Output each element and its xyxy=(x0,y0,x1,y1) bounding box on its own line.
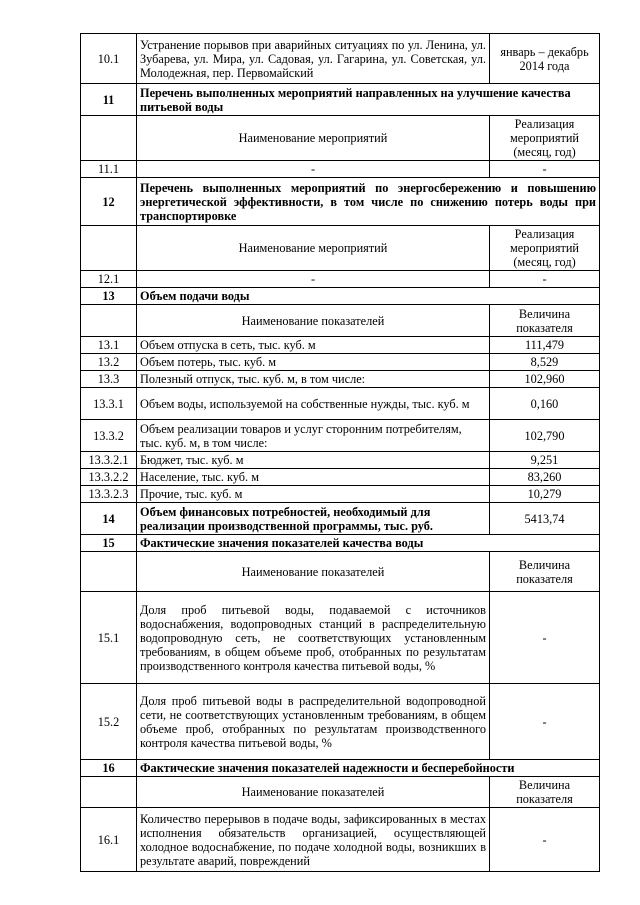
row-number: 12.1 xyxy=(81,271,137,288)
row-number: 13.3.2.2 xyxy=(81,469,137,486)
row-text: - xyxy=(137,271,490,288)
row-value: 0,160 xyxy=(490,388,600,420)
row-value: 111,479 xyxy=(490,337,600,354)
section-row xyxy=(81,760,600,777)
row-number: 13.2 xyxy=(81,354,137,371)
row-number: 13.1 xyxy=(81,337,137,354)
header-name: Наименование показателей xyxy=(137,305,490,337)
header-value: Величина показателя xyxy=(490,552,600,592)
section-title: Перечень выполненных мероприятий направленных на улучшение качества питьевой воды xyxy=(137,84,600,116)
section-title: Перечень выполненных мероприятий по энергосбережению и повышению энергетической эффективности, в том числе по снижению потерь воды при транспортировке xyxy=(137,178,600,226)
row-number: 13.3.1 xyxy=(81,388,137,420)
row-value: - xyxy=(490,684,600,760)
section-row xyxy=(81,503,600,535)
table-row xyxy=(81,420,600,452)
row-number: 16.1 xyxy=(81,808,137,872)
header-row xyxy=(81,226,600,271)
row-value: январь – декабрь 2014 года xyxy=(490,34,600,84)
section-row xyxy=(81,535,600,552)
section-row xyxy=(81,288,600,305)
table-row xyxy=(81,34,600,84)
section-title: Объем финансовых потребностей, необходимый для реализации производственной программы, тыс. руб. xyxy=(137,503,490,535)
row-text: Доля проб питьевой воды, подаваемой с источников водоснабжения, водопроводных станций в распределительную водопроводную сеть, не соответствующих установленным требованиям, в общем объеме проб, отобранных по результатам производственного контроля качества питьевой воды, % xyxy=(137,592,490,684)
row-value: - xyxy=(490,808,600,872)
header-value: Реализация мероприятий (месяц, год) xyxy=(490,116,600,161)
row-text: Устранение порывов при аварийных ситуациях по ул. Ленина, ул. Зубарева, ул. Мира, ул. Садовая, ул. Гагарина, ул. Советская, ул. Молодежная, пер. Первомайский xyxy=(137,34,490,84)
row-number: 13.3 xyxy=(81,371,137,388)
row-text: Прочие, тыс. куб. м xyxy=(137,486,490,503)
table-row xyxy=(81,469,600,486)
row-text: Объем потерь, тыс. куб. м xyxy=(137,354,490,371)
table-row xyxy=(81,271,600,288)
row-text: Полезный отпуск, тыс. куб. м, в том числе: xyxy=(137,371,490,388)
table-row xyxy=(81,388,600,420)
row-text: Население, тыс. куб. м xyxy=(137,469,490,486)
section-title: Объем подачи воды xyxy=(137,288,600,305)
header-value: Реализация мероприятий (месяц, год) xyxy=(490,226,600,271)
section-number: 16 xyxy=(81,760,137,777)
table-row xyxy=(81,592,600,684)
row-value: 8,529 xyxy=(490,354,600,371)
empty-cell xyxy=(81,777,137,808)
header-row xyxy=(81,305,600,337)
table-row xyxy=(81,684,600,760)
indicators-table xyxy=(80,33,600,872)
section-row xyxy=(81,84,600,116)
table-row xyxy=(81,161,600,178)
header-value: Величина показателя xyxy=(490,305,600,337)
header-row xyxy=(81,116,600,161)
section-number: 15 xyxy=(81,535,137,552)
empty-cell xyxy=(81,116,137,161)
row-number: 13.3.2 xyxy=(81,420,137,452)
row-text: Объем отпуска в сеть, тыс. куб. м xyxy=(137,337,490,354)
table-row xyxy=(81,337,600,354)
row-value: - xyxy=(490,592,600,684)
row-number: 10.1 xyxy=(81,34,137,84)
row-number: 13.3.2.3 xyxy=(81,486,137,503)
section-title: Фактические значения показателей надежности и бесперебойности xyxy=(137,760,600,777)
row-number: 11.1 xyxy=(81,161,137,178)
row-number: 13.3.2.1 xyxy=(81,452,137,469)
header-name: Наименование мероприятий xyxy=(137,116,490,161)
section-number: 13 xyxy=(81,288,137,305)
row-value: 83,260 xyxy=(490,469,600,486)
row-value: 102,960 xyxy=(490,371,600,388)
row-text: Объем реализации товаров и услуг сторонним потребителям, тыс. куб. м, в том числе: xyxy=(137,420,490,452)
section-number: 11 xyxy=(81,84,137,116)
header-name: Наименование показателей xyxy=(137,552,490,592)
table-row xyxy=(81,452,600,469)
row-number: 15.2 xyxy=(81,684,137,760)
header-row xyxy=(81,777,600,808)
row-text: Объем воды, используемой на собственные нужды, тыс. куб. м xyxy=(137,388,490,420)
section-title: Фактические значения показателей качества воды xyxy=(137,535,600,552)
section-number: 12 xyxy=(81,178,137,226)
header-value: Величина показателя xyxy=(490,777,600,808)
row-value: 9,251 xyxy=(490,452,600,469)
row-text: - xyxy=(137,161,490,178)
row-value: - xyxy=(490,271,600,288)
table-row xyxy=(81,486,600,503)
empty-cell xyxy=(81,226,137,271)
empty-cell xyxy=(81,305,137,337)
section-row xyxy=(81,178,600,226)
row-text: Количество перерывов в подаче воды, зафиксированных в местах исполнения обязательств организацией, осуществляющей холодное водоснабжение, по подаче холодной воды, возникших в результате аварий, повреждений xyxy=(137,808,490,872)
empty-cell xyxy=(81,552,137,592)
table-row xyxy=(81,354,600,371)
row-text: Доля проб питьевой воды в распределительной водопроводной сети, не соответствующих установленным требованиям, в общем объеме проб, отобранных по результатам производственного контроля качества питьевой воды, % xyxy=(137,684,490,760)
row-text: Бюджет, тыс. куб. м xyxy=(137,452,490,469)
row-value: 10,279 xyxy=(490,486,600,503)
header-name: Наименование показателей xyxy=(137,777,490,808)
table-row xyxy=(81,808,600,872)
row-value: - xyxy=(490,161,600,178)
row-value: 102,790 xyxy=(490,420,600,452)
section-number: 14 xyxy=(81,503,137,535)
header-row xyxy=(81,552,600,592)
row-number: 15.1 xyxy=(81,592,137,684)
row-value: 5413,74 xyxy=(490,503,600,535)
header-name: Наименование мероприятий xyxy=(137,226,490,271)
table-row xyxy=(81,371,600,388)
